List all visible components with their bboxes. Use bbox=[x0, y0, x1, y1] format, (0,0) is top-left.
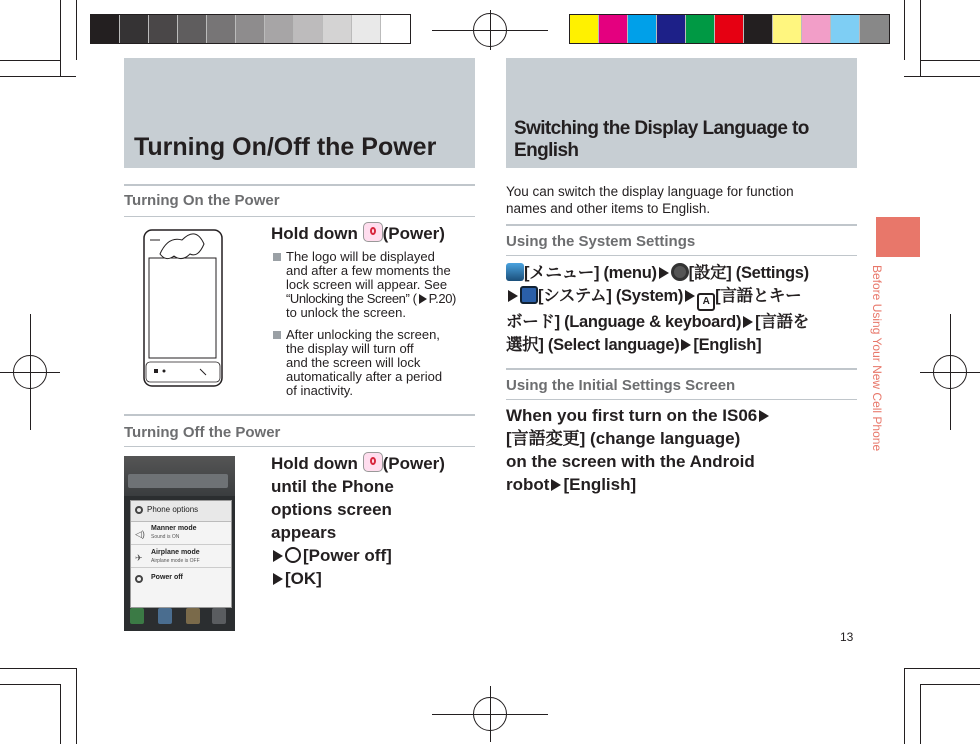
color-swatch bbox=[773, 15, 802, 43]
color-swatch bbox=[207, 15, 236, 43]
menu-icon bbox=[506, 263, 524, 281]
bullet-text-1: The logo will be displayed and after a few moments the lock screen will appear. See “Unlocking the Screen” ( P.20) to unlock the screen. bbox=[286, 249, 456, 320]
system-settings-steps: [メニュー] (menu) [設定] (Settings) [システム] (System) A [言語とキー ボード] (Language & keyboard) [言語を 選択] (Select language) [English] bbox=[506, 264, 809, 354]
arrow-right-icon bbox=[551, 479, 561, 491]
initial-settings-title: Using the Initial Settings Screen bbox=[506, 377, 736, 394]
color-swatch bbox=[178, 15, 207, 43]
system-settings-title: Using the System Settings bbox=[506, 233, 696, 250]
power-icon bbox=[135, 575, 143, 583]
airplane-icon: ✈ bbox=[135, 553, 143, 563]
registration-mark bbox=[13, 355, 47, 389]
arrow-right-icon bbox=[685, 290, 695, 302]
color-swatch bbox=[352, 15, 381, 43]
crop-mark bbox=[0, 684, 60, 685]
crop-mark bbox=[0, 60, 60, 61]
power-key-icon bbox=[363, 222, 383, 242]
color-swatch bbox=[802, 15, 831, 43]
manner-mode-sub: Sound is ON bbox=[151, 534, 180, 540]
left-section-header bbox=[124, 58, 475, 168]
color-swatch bbox=[91, 15, 120, 43]
color-swatch bbox=[831, 15, 860, 43]
color-swatch bbox=[236, 15, 265, 43]
color-swatch bbox=[860, 15, 889, 43]
arrow-right-icon bbox=[743, 316, 753, 328]
crop-mark bbox=[920, 0, 921, 76]
crop-mark bbox=[76, 668, 77, 744]
section-divider bbox=[124, 184, 475, 186]
chapter-tab bbox=[876, 217, 920, 257]
color-swatch bbox=[323, 15, 352, 43]
left-header-title: Turning On/Off the Power bbox=[134, 133, 437, 161]
section-divider bbox=[124, 414, 475, 416]
color-swatch bbox=[149, 15, 178, 43]
airplane-mode-option[interactable]: Airplane mode bbox=[151, 549, 200, 556]
language-keyboard-icon: A bbox=[697, 293, 715, 311]
step-text-suffix: (Power) bbox=[382, 224, 445, 243]
crop-mark bbox=[0, 76, 76, 77]
color-swatch bbox=[715, 15, 744, 43]
step-text: Hold down bbox=[271, 224, 358, 243]
arrow-right-icon bbox=[273, 573, 283, 585]
section-divider bbox=[506, 255, 857, 256]
section-divider bbox=[124, 216, 475, 217]
dialog-title: Phone options bbox=[147, 505, 199, 514]
bullet-text-2: After unlocking the screen, the display will turn off and the screen will lock automatically after a period of inactivity. bbox=[286, 327, 443, 398]
turning-on-title: Turning On the Power bbox=[124, 192, 280, 209]
system-icon bbox=[520, 286, 538, 304]
gear-icon bbox=[135, 506, 143, 514]
registration-mark bbox=[473, 13, 507, 47]
settings-icon bbox=[671, 263, 689, 281]
color-swatch bbox=[570, 15, 599, 43]
chapter-label: Before Using Your New Cell Phone bbox=[870, 265, 884, 452]
section-divider bbox=[506, 368, 857, 370]
power-off-option[interactable]: Power off bbox=[151, 574, 183, 581]
bullet bbox=[273, 253, 281, 261]
section-divider bbox=[506, 224, 857, 226]
color-swatch bbox=[599, 15, 628, 43]
arrow-right-icon bbox=[659, 267, 669, 279]
color-swatch bbox=[265, 15, 294, 43]
turning-off-title: Turning Off the Power bbox=[124, 424, 281, 441]
right-section-header bbox=[506, 58, 857, 168]
right-header-title: Switching the Display Language to English bbox=[514, 118, 809, 161]
airplane-mode-sub: Airplane mode is OFF bbox=[151, 558, 200, 564]
crop-mark bbox=[920, 60, 980, 61]
crop-mark bbox=[904, 0, 905, 60]
crop-mark bbox=[60, 0, 61, 76]
color-swatch bbox=[628, 15, 657, 43]
arrow-right-icon bbox=[273, 550, 283, 562]
intro-text: You can switch the display language for function names and other items to English. bbox=[506, 184, 794, 216]
sound-icon: ◁) bbox=[135, 529, 145, 539]
arrow-right-icon bbox=[508, 290, 518, 302]
crop-mark bbox=[76, 0, 77, 60]
crop-mark bbox=[904, 668, 905, 744]
color-swatch bbox=[744, 15, 773, 43]
phone-options-screenshot bbox=[124, 456, 235, 631]
bullet bbox=[273, 331, 281, 339]
power-key-icon bbox=[363, 452, 383, 472]
page-number: 13 bbox=[840, 630, 854, 644]
power-off-steps: Hold down (Power) until the Phone options screen appears [Power off] [OK] bbox=[271, 454, 445, 588]
crop-mark bbox=[60, 684, 61, 744]
color-swatch bbox=[381, 15, 410, 43]
section-divider bbox=[124, 446, 475, 447]
phone-illustration bbox=[140, 228, 228, 390]
initial-settings-steps: When you first turn on the IS06 [言語変更] (change language) on the screen with the Android robot [English] bbox=[506, 404, 856, 496]
crop-mark bbox=[920, 684, 921, 744]
process-color-bar bbox=[569, 14, 890, 44]
manner-mode-option[interactable]: Manner mode bbox=[151, 525, 197, 532]
color-swatch bbox=[120, 15, 149, 43]
crop-mark bbox=[0, 668, 76, 669]
registration-mark bbox=[473, 697, 507, 731]
grayscale-color-bar bbox=[90, 14, 411, 44]
color-swatch bbox=[294, 15, 323, 43]
hold-down-power-step bbox=[271, 222, 445, 245]
crop-mark bbox=[904, 76, 980, 77]
crop-mark bbox=[920, 684, 980, 685]
arrow-right-icon bbox=[419, 294, 427, 304]
arrow-right-icon bbox=[681, 339, 691, 351]
power-icon bbox=[285, 547, 301, 563]
color-swatch bbox=[657, 15, 686, 43]
section-divider bbox=[506, 399, 857, 400]
crop-mark bbox=[904, 668, 980, 669]
phone-options-dialog bbox=[130, 500, 232, 608]
color-swatch bbox=[686, 15, 715, 43]
arrow-right-icon bbox=[759, 410, 769, 422]
registration-mark bbox=[933, 355, 967, 389]
